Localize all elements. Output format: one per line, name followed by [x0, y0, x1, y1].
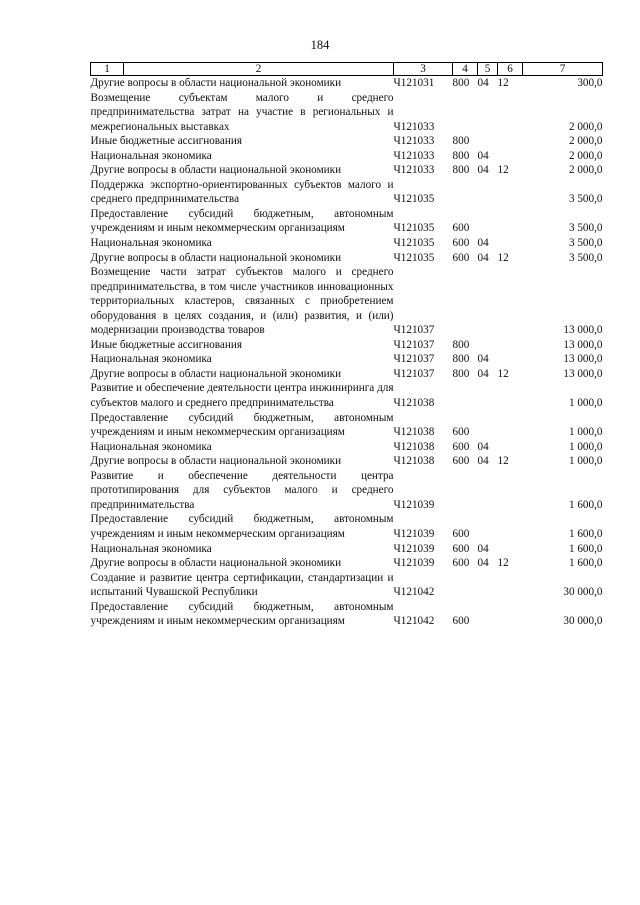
row-subsection — [498, 91, 523, 135]
row-expense-type: 800 — [452, 353, 470, 366]
row-target-code: Ч121037 — [393, 338, 435, 351]
column-header-2: 2 — [124, 63, 394, 76]
table-row — [91, 381, 603, 410]
row-expense-type: 600 — [452, 251, 470, 264]
row-target-code: Ч121033 — [393, 164, 435, 177]
table-row — [91, 163, 603, 178]
row-section — [478, 512, 498, 541]
table-row — [91, 469, 603, 513]
row-amount: 13 000,0 — [563, 338, 603, 351]
row-target-code: Ч121037 — [393, 367, 435, 380]
row-subsection — [498, 440, 523, 455]
row-amount: 3 500,0 — [568, 222, 603, 235]
row-amount: 1 600,0 — [568, 498, 603, 511]
row-target-code: Ч121039 — [393, 527, 435, 540]
table-row — [91, 207, 603, 236]
row-target-code: Ч121042 — [393, 615, 435, 628]
row-target-code: Ч121038 — [393, 440, 435, 453]
row-amount: 1 000,0 — [568, 455, 603, 468]
row-subsection — [498, 236, 523, 251]
row-section — [478, 265, 498, 338]
row-subsection: 12 — [497, 77, 509, 89]
row-amount: 13 000,0 — [563, 367, 603, 380]
row-expense-type — [453, 265, 478, 338]
row-section — [478, 571, 498, 600]
row-section — [478, 178, 498, 207]
row-description: Другие вопросы в области национальной экономики — [90, 164, 342, 177]
row-expense-type: 800 — [452, 164, 470, 177]
row-section: 04 — [477, 367, 489, 380]
row-subsection — [498, 381, 523, 410]
row-description: Создание и развитие центра сертификации, стандартизации и испытаний Чувашской Республики — [90, 571, 394, 599]
row-description: Поддержка экспортно-ориентированных субъектов малого и среднего предпринимательства — [90, 178, 394, 206]
row-amount: 1 000,0 — [568, 426, 603, 439]
row-subsection — [498, 178, 523, 207]
table-row — [91, 265, 603, 338]
row-amount: 13 000,0 — [563, 324, 603, 337]
row-expense-type — [453, 381, 478, 410]
row-target-code: Ч121037 — [393, 353, 435, 366]
row-expense-type: 600 — [452, 615, 470, 628]
row-expense-type: 600 — [452, 440, 470, 453]
table-row — [91, 352, 603, 367]
row-subsection — [498, 149, 523, 164]
row-amount: 2 000,0 — [568, 164, 603, 177]
table-row — [91, 149, 603, 164]
row-description: Другие вопросы в области национальной экономики — [90, 557, 342, 570]
row-target-code: Ч121035 — [393, 251, 435, 264]
row-amount: 1 000,0 — [568, 440, 603, 453]
row-description: Другие вопросы в области национальной экономики — [90, 77, 342, 89]
row-amount: 1 600,0 — [568, 557, 603, 570]
row-description: Национальная экономика — [90, 542, 212, 555]
table-row — [91, 440, 603, 455]
row-section: 04 — [477, 149, 489, 162]
table-row — [91, 338, 603, 353]
table-row — [91, 571, 603, 600]
row-section — [478, 207, 498, 236]
row-amount: 300,0 — [577, 77, 603, 89]
row-expense-type: 800 — [452, 367, 470, 380]
table-row — [91, 178, 603, 207]
table-row — [91, 600, 603, 629]
column-header-5: 5 — [478, 63, 498, 76]
row-subsection — [498, 542, 523, 557]
row-subsection — [498, 338, 523, 353]
row-subsection: 12 — [497, 367, 509, 380]
row-description: Развитие и обеспечение деятельности центра прототипирования для субъектов малого и среднего предпринимательства — [90, 469, 394, 511]
row-target-code: Ч121035 — [393, 222, 435, 235]
row-description: Возмещение субъектам малого и среднего предпринимательства затрат на участие в региональных и межрегиональных выставках — [90, 91, 394, 133]
column-header-4: 4 — [453, 63, 478, 76]
row-section: 04 — [477, 440, 489, 453]
row-amount: 13 000,0 — [563, 353, 603, 366]
row-target-code: Ч121035 — [393, 193, 435, 206]
table-row — [91, 411, 603, 440]
row-section — [478, 469, 498, 513]
table-row — [91, 542, 603, 557]
row-section — [478, 134, 498, 149]
row-subsection — [498, 134, 523, 149]
column-header-3: 3 — [394, 63, 453, 76]
table-row — [91, 454, 603, 469]
row-description: Национальная экономика — [90, 440, 212, 453]
row-description: Иные бюджетные ассигнования — [90, 135, 242, 148]
row-amount: 3 500,0 — [568, 251, 603, 264]
row-amount: 1 600,0 — [568, 527, 603, 540]
row-description: Национальная экономика — [90, 353, 212, 366]
row-description: Возмещение части затрат субъектов малого и среднего предпринимательства, в том числе участников инновационных территориальных кластеров, связанных с приобретением оборудования в целях создания, и (или) развития, и (или) модернизации производства товаров — [90, 266, 394, 337]
row-target-code: Ч121033 — [393, 135, 435, 148]
row-subsection — [498, 571, 523, 600]
row-expense-type: 800 — [452, 338, 470, 351]
row-section: 04 — [477, 542, 489, 555]
row-expense-type — [453, 469, 478, 513]
row-target-code: Ч121038 — [393, 426, 435, 439]
column-header-1: 1 — [91, 63, 124, 76]
row-target-code: Ч121037 — [393, 324, 435, 337]
table-row — [91, 251, 603, 266]
row-expense-type — [453, 178, 478, 207]
row-expense-type: 600 — [452, 527, 470, 540]
row-expense-type: 800 — [452, 77, 470, 89]
row-amount: 1 600,0 — [568, 542, 603, 555]
row-subsection — [498, 600, 523, 629]
row-target-code: Ч121038 — [393, 397, 435, 410]
row-description: Развитие и обеспечение деятельности центра инжиниринга для субъектов малого и среднего предпринимательства — [90, 382, 394, 410]
row-subsection: 12 — [497, 164, 509, 177]
row-section: 04 — [477, 455, 489, 468]
row-section — [478, 91, 498, 135]
row-subsection — [498, 265, 523, 338]
row-target-code: Ч121039 — [393, 557, 435, 570]
row-subsection: 12 — [497, 251, 509, 264]
row-section: 04 — [477, 557, 489, 570]
row-amount: 1 000,0 — [568, 397, 603, 410]
row-amount: 2 000,0 — [568, 135, 603, 148]
row-subsection — [498, 411, 523, 440]
table-row — [91, 367, 603, 382]
row-amount: 30 000,0 — [563, 586, 603, 599]
row-subsection: 12 — [497, 557, 509, 570]
row-section — [478, 338, 498, 353]
row-description: Предоставление субсидий бюджетным, автономным учреждениям и иным некоммерческим организациям — [90, 600, 394, 628]
row-section — [478, 600, 498, 629]
row-amount: 2 000,0 — [568, 120, 603, 133]
row-subsection — [498, 512, 523, 541]
table-row — [91, 91, 603, 135]
row-expense-type: 800 — [452, 135, 470, 148]
table-header-row — [91, 63, 603, 76]
row-expense-type — [453, 91, 478, 135]
row-section: 04 — [477, 237, 489, 250]
table-row — [91, 236, 603, 251]
row-expense-type: 600 — [452, 455, 470, 468]
row-expense-type: 600 — [452, 237, 470, 250]
row-target-code: Ч121033 — [393, 120, 435, 133]
row-description: Национальная экономика — [90, 237, 212, 250]
page-number: 184 — [310, 38, 330, 52]
row-expense-type: 800 — [452, 149, 470, 162]
row-description: Предоставление субсидий бюджетным, автономным учреждениям и иным некоммерческим организациям — [90, 207, 394, 235]
row-description: Национальная экономика — [90, 149, 212, 162]
row-amount: 3 500,0 — [568, 193, 603, 206]
row-expense-type: 600 — [452, 222, 470, 235]
row-section: 04 — [477, 164, 489, 177]
row-target-code: Ч121042 — [393, 586, 435, 599]
row-description: Предоставление субсидий бюджетным, автономным учреждениям и иным некоммерческим организациям — [90, 513, 394, 540]
table-row — [91, 134, 603, 149]
row-target-code: Ч121033 — [393, 149, 435, 162]
row-section: 04 — [477, 77, 489, 89]
row-description: Предоставление субсидий бюджетным, автономным учреждениям и иным некоммерческим организациям — [90, 411, 394, 439]
row-section — [478, 411, 498, 440]
row-description: Другие вопросы в области национальной экономики — [90, 251, 342, 264]
row-amount: 3 500,0 — [568, 237, 603, 250]
table-row — [91, 512, 603, 541]
row-description: Другие вопросы в области национальной экономики — [90, 367, 342, 380]
row-target-code: Ч121038 — [393, 455, 435, 468]
row-expense-type: 600 — [452, 557, 470, 570]
row-subsection — [498, 469, 523, 513]
table-row — [91, 556, 603, 571]
budget-table — [90, 62, 603, 629]
row-expense-type — [453, 571, 478, 600]
row-section — [478, 381, 498, 410]
row-target-code: Ч121031 — [393, 77, 435, 89]
row-expense-type: 600 — [452, 542, 470, 555]
column-header-6: 6 — [498, 63, 523, 76]
row-section: 04 — [477, 353, 489, 366]
row-subsection — [498, 207, 523, 236]
row-amount: 30 000,0 — [563, 615, 603, 628]
row-target-code: Ч121039 — [393, 542, 435, 555]
row-section: 04 — [477, 251, 489, 264]
row-expense-type: 600 — [452, 426, 470, 439]
row-description: Другие вопросы в области национальной экономики — [90, 455, 342, 468]
row-amount: 2 000,0 — [568, 149, 603, 162]
row-target-code: Ч121035 — [393, 237, 435, 250]
row-target-code: Ч121039 — [393, 498, 435, 511]
column-header-7: 7 — [523, 63, 603, 76]
row-subsection — [498, 352, 523, 367]
table-body — [91, 76, 603, 629]
row-subsection: 12 — [497, 455, 509, 468]
table-row — [91, 76, 603, 91]
row-description: Иные бюджетные ассигнования — [90, 338, 242, 351]
